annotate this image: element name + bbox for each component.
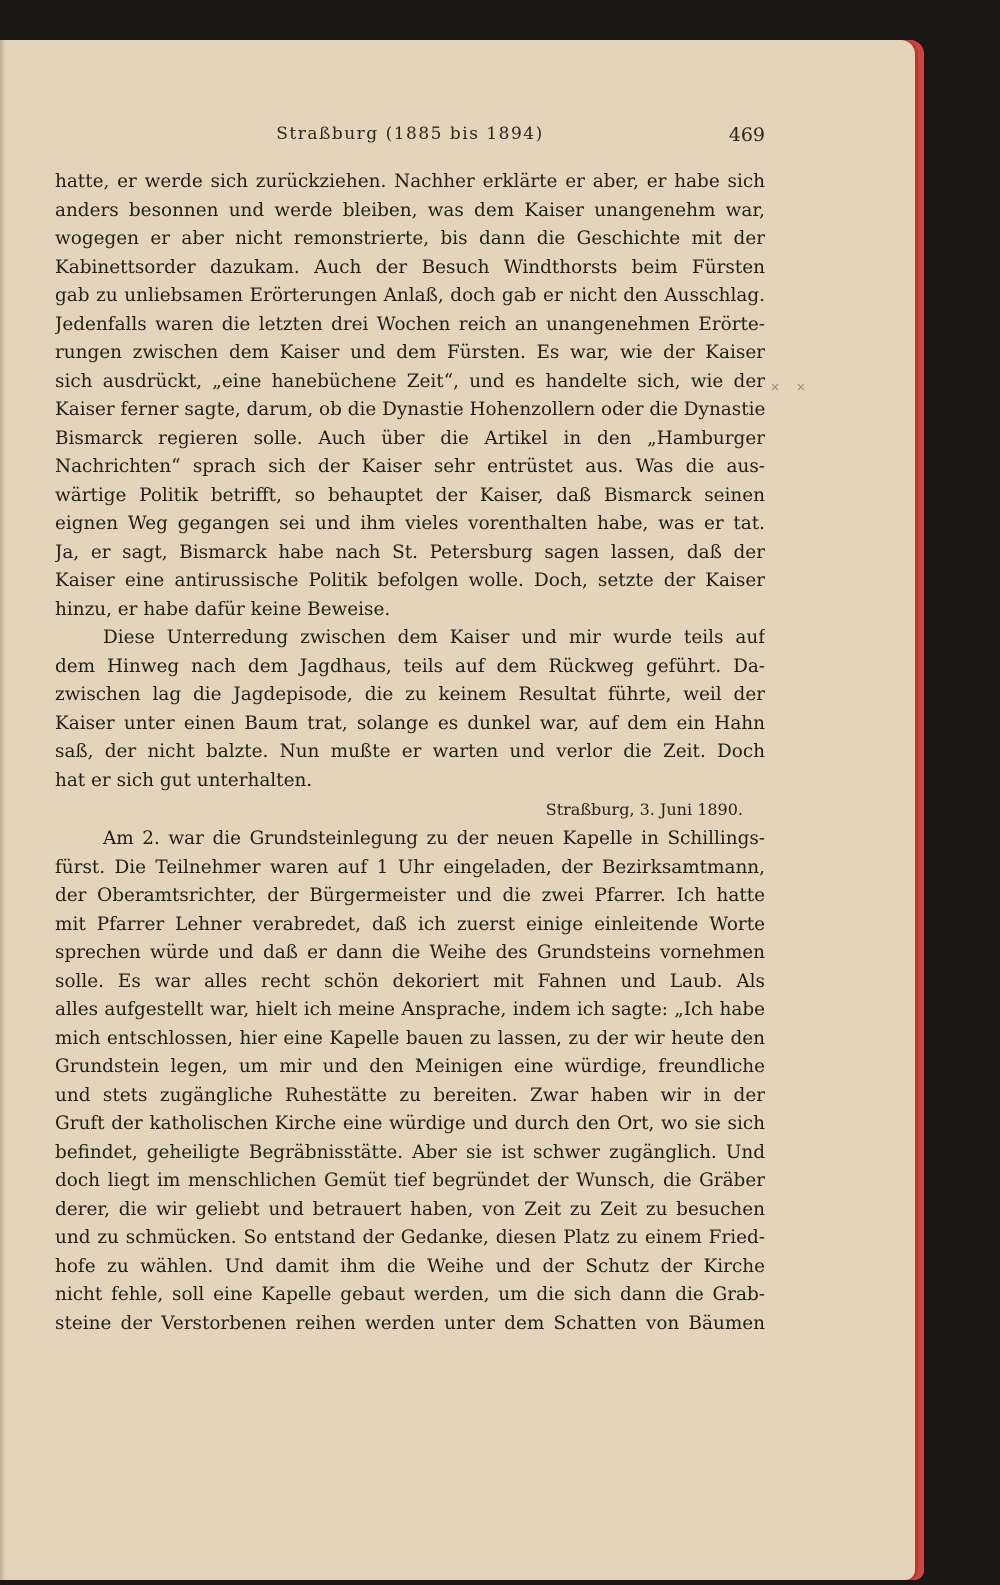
page-number: 469	[728, 124, 765, 146]
text-line: anders besonnen und werde bleiben, was dem Kaiser unangenehm war,	[55, 199, 765, 221]
text-line: Gruft der katholischen Kirche eine würdige und durch den Ort, wo sie sich	[55, 1113, 765, 1134]
paragraph-3	[55, 825, 765, 1338]
text-line: Diese Unterredung zwischen dem Kaiser und mir wurde teils auf	[103, 627, 765, 648]
text-line: sich ausdrückt, „eine hanebüchene Zeit“, und es handelte sich, wie der	[55, 370, 765, 392]
text-line: der Oberamtsrichter, der Bürgermeister und die zwei Pfarrer. Ich hatte	[55, 885, 765, 906]
text-line: doch liegt im menschlichen Gemüt tief begründet der Wunsch, die Gräber	[55, 1170, 765, 1191]
body-text	[55, 168, 765, 1338]
text-line: Bismarck regieren solle. Auch über die Artikel in den „Hamburger	[55, 427, 765, 449]
page-gutter-shadow	[0, 40, 6, 1580]
text-line: fürst. Die Teilnehmer waren auf 1 Uhr eingeladen, der Bezirksamtmann,	[55, 856, 765, 878]
text-line: alles aufgestellt war, hielt ich meine Ansprache, indem ich sagte: „Ich habe	[55, 999, 765, 1020]
text-line: hat er sich gut unterhalten.	[55, 769, 313, 791]
text-line: und stets zugängliche Ruhestätte zu bereiten. Zwar haben wir in der	[55, 1084, 765, 1106]
paragraph-2	[55, 624, 765, 795]
text-line: befindet, geheiligte Begräbnisstätte. Aber sie ist schwer zugänglich. Und	[55, 1141, 765, 1163]
text-line: steine der Verstorbenen reihen werden unter dem Schatten von Bäumen	[55, 1312, 765, 1334]
text-line: wärtige Politik betrifft, so behauptet der Kaiser, daß Bismarck seinen	[55, 484, 765, 506]
text-line: zwischen lag die Jagdepisode, die zu keinem Resultat führte, weil der	[55, 684, 765, 705]
text-line: rungen zwischen dem Kaiser und dem Fürsten. Es war, wie der Kaiser	[55, 342, 765, 363]
text-line: solle. Es war alles recht schön dekoriert mit Fahnen und Laub. Als	[55, 970, 765, 992]
text-line: sprechen würde und daß er dann die Weihe des Grundsteins vornehmen	[55, 942, 765, 963]
text-line: dem Hinweg nach dem Jagdhaus, teils auf dem Rückweg geführt. Da-	[55, 655, 765, 677]
text-line: Grundstein legen, um mir und den Meinigen eine würdige, freundliche	[55, 1056, 765, 1077]
text-line: eignen Weg gegangen sei und ihm vieles vorenthalten habe, was er tat.	[55, 513, 765, 534]
running-head	[55, 124, 765, 154]
text-line: Kabinettsorder dazukam. Auch der Besuch Windthorsts beim Fürsten	[55, 256, 765, 278]
running-head-title: Straßburg (1885 bis 1894)	[276, 124, 544, 144]
text-line: hofe zu wählen. Und damit ihm die Weihe und der Schutz der Kirche	[55, 1255, 765, 1277]
text-line: hinzu, er habe dafür keine Beweise.	[55, 598, 391, 620]
text-line: saß, der nicht balzte. Nun mußte er warten und verlor die Zeit. Doch	[55, 741, 765, 762]
text-line: hatte, er werde sich zurückziehen. Nachher erklärte er aber, er habe sich	[55, 171, 765, 192]
dateline: Straßburg, 3. Juni 1890.	[545, 800, 743, 819]
margin-mark-icon: × ×	[770, 380, 812, 394]
text-line: wogegen er aber nicht remonstrierte, bis dann die Geschichte mit der	[55, 228, 765, 249]
text-line: derer, die wir geliebt und betrauert haben, von Zeit zu Zeit zu besuchen	[55, 1198, 765, 1220]
text-line: Nachrichten“ sprach sich der Kaiser sehr entrüstet aus. Was die aus-	[55, 456, 765, 477]
text-line: Ja, er sagt, Bismarck habe nach St. Petersburg sagen lassen, daß der	[55, 541, 765, 563]
text-line: Jedenfalls waren die letzten drei Wochen reich an unangenehmen Erörte-	[55, 313, 765, 335]
text-line: nicht fehle, soll eine Kapelle gebaut werden, um die sich dann die Grab-	[55, 1284, 765, 1305]
text-line: gab zu unliebsamen Erörterungen Anlaß, doch gab er nicht den Ausschlag.	[55, 285, 765, 306]
text-line: mit Pfarrer Lehner verabredet, daß ich zuerst einige einleitende Worte	[55, 913, 765, 935]
text-line: Kaiser ferner sagte, darum, ob die Dynastie Hohenzollern oder die Dynastie	[55, 399, 765, 420]
text-line: Am 2. war die Grundsteinlegung zu der neuen Kapelle in Schillings-	[103, 828, 765, 849]
text-line: mich entschlossen, hier eine Kapelle bauen zu lassen, zu der wir heute den	[55, 1027, 765, 1049]
text-line: und zu schmücken. So entstand der Gedanke, diesen Platz zu einem Fried-	[55, 1227, 765, 1248]
text-line: Kaiser unter einen Baum trat, solange es dunkel war, auf dem ein Hahn	[55, 712, 765, 734]
text-line: Kaiser eine antirussische Politik befolgen wolle. Doch, setzte der Kaiser	[55, 570, 765, 591]
paragraph-1	[55, 168, 765, 624]
